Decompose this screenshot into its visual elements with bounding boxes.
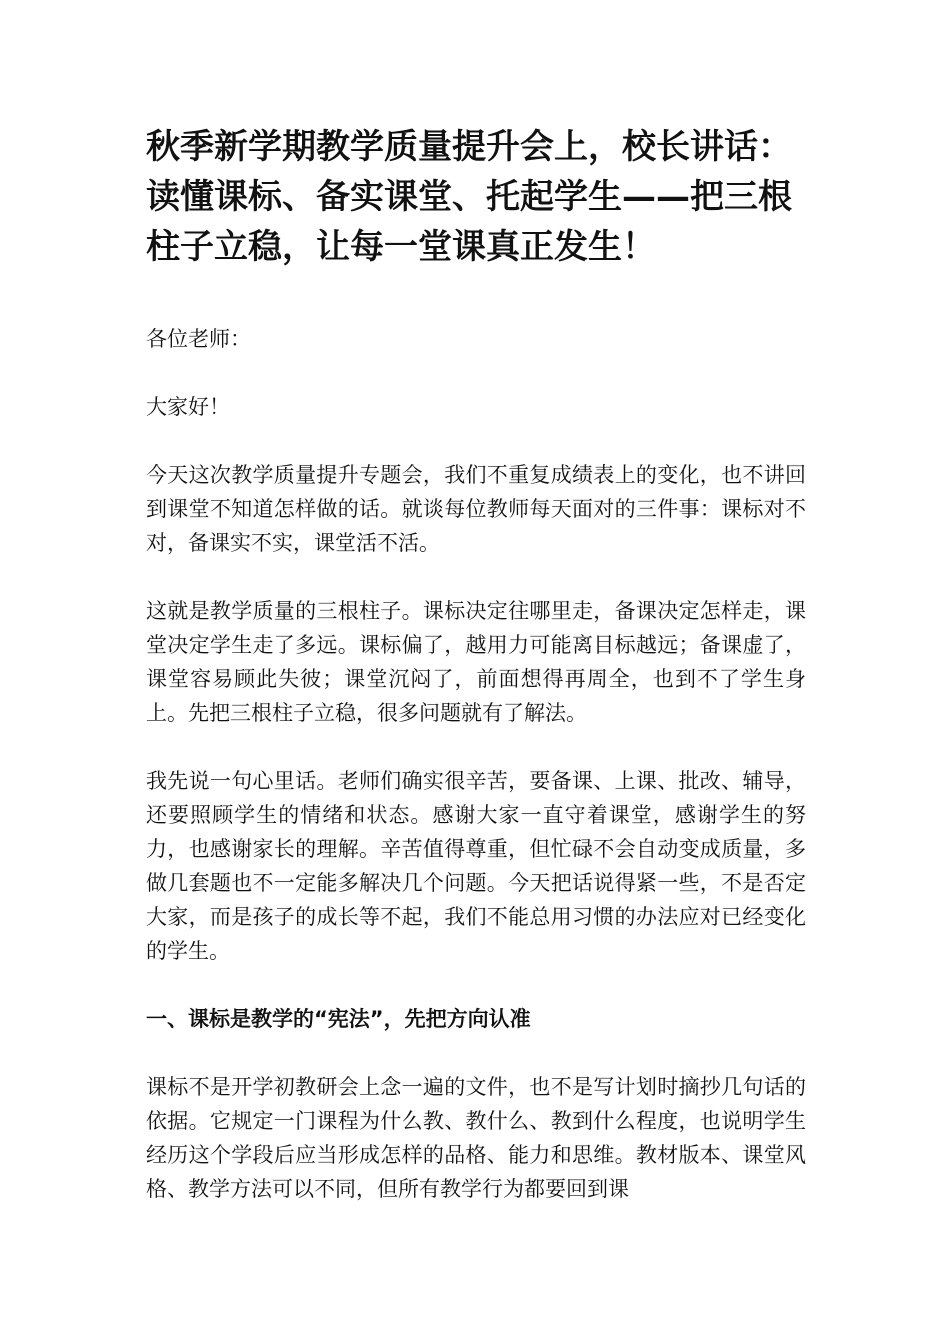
section-heading-curriculum-standard: 一、课标是教学的“宪法”，先把方向认准	[146, 1007, 531, 1031]
paragraph-gratitude: 我先说一句心里话。老师们确实很辛苦，要备课、上课、批改、辅导，还要照顾学生的情绪和状态。感谢大家一直守着课堂，感谢学生的努力，也感谢家长的理解。辛苦值得尊重，但忙碌不会自动变成质量，多做几套题也不一定能多解决几个问题。今天把话说得紧一些，不是否定大家，而是孩子的成长等不起，我们不能总用习惯的办法应对已经变化的学生。	[146, 769, 806, 963]
document-page	[146, 122, 806, 1240]
paragraph-intro: 今天这次教学质量提升专题会，我们不重复成绩表上的变化，也不讲回到课堂不知道怎样做的话。就谈每位教师每天面对的三件事：课标对不对，备课实不实，课堂活不活。	[146, 463, 806, 555]
paragraph-three-pillars: 这就是教学质量的三根柱子。课标决定往哪里走，备课决定怎样走，课堂决定学生走了多远。课标偏了，越用力可能离目标越远；备课虚了，课堂容易顾此失彼；课堂沉闷了，前面想得再周全，也到不了学生身上。先把三根柱子立稳，很多问题就有了解法。	[146, 599, 806, 725]
document-title: 秋季新学期教学质量提升会上，校长讲话：读懂课标、备实课堂、托起学生——把三根柱子立稳，让每一堂课真正发生！	[146, 127, 792, 267]
greeting-line: 各位老师：	[146, 327, 251, 351]
hello-line: 大家好！	[146, 395, 230, 419]
paragraph-curriculum-standard: 课标不是开学初教研会上念一遍的文件，也不是写计划时摘抄几句话的依据。它规定一门课程为什么教、教什么、教到什么程度，也说明学生经历这个学段后应当形成怎样的品格、能力和思维。教材版本、课堂风格、教学方法可以不同，但所有教学行为都要回到课	[146, 1075, 806, 1201]
